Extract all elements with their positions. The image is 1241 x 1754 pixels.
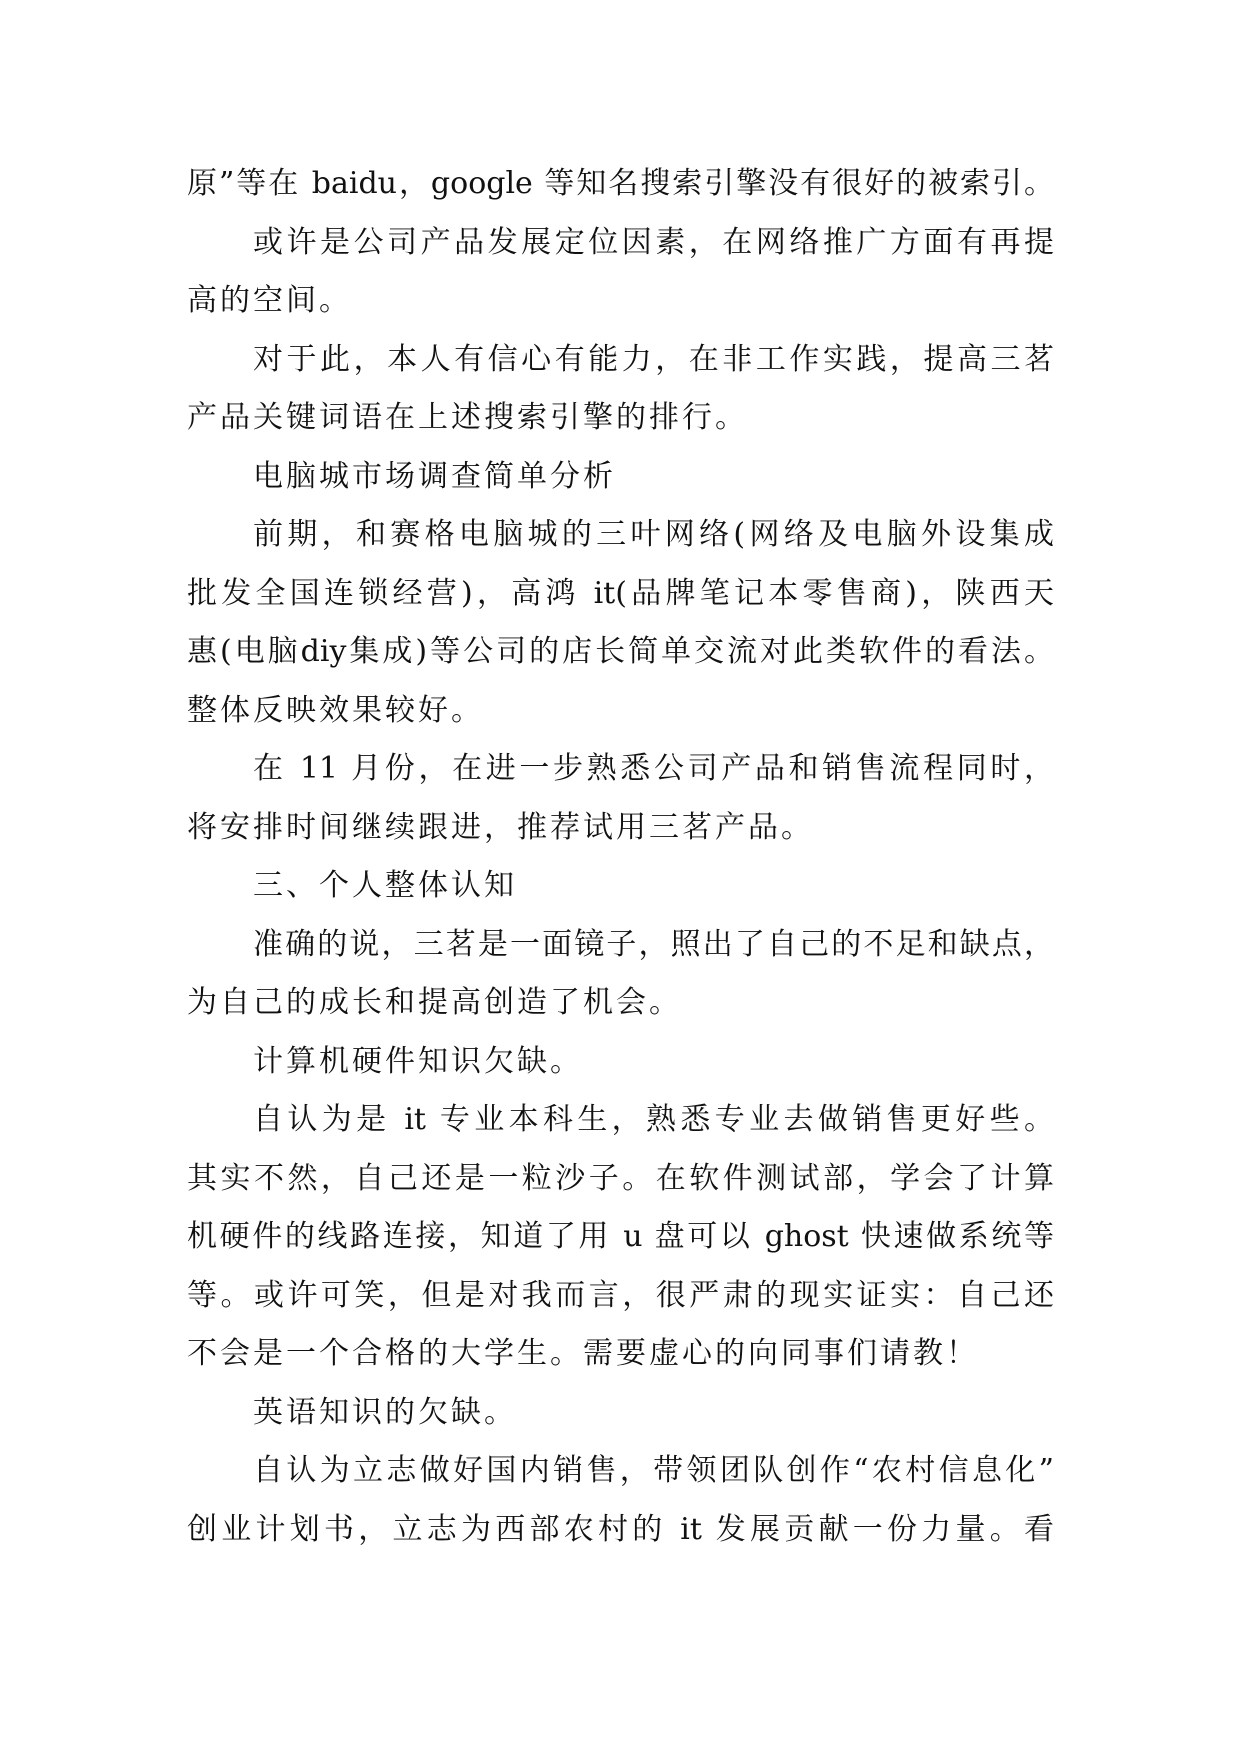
document-body	[187, 155, 1054, 1559]
paragraph	[187, 214, 1054, 331]
text-line: 等。或许可笑，但是对我而言，很严肃的现实证实：自己还	[187, 1277, 1054, 1313]
text-line: 自认为立志做好国内销售，带领团队创作“农村信息化”	[253, 1453, 1054, 1488]
text-line: 自认为是 it 专业本科生，熟悉专业去做销售更好些。	[253, 1102, 1054, 1137]
paragraph	[187, 1091, 1054, 1384]
text-line: 准确的说，三茗是一面镜子，照出了自己的不足和缺点，	[253, 926, 1054, 962]
subheading	[187, 1033, 1054, 1092]
paragraph	[187, 506, 1054, 740]
text-line: 不会是一个合格的大学生。需要虚心的向同事们请教！	[187, 1336, 979, 1371]
paragraph	[187, 916, 1054, 1033]
text-line: 前期，和赛格电脑城的三叶网络(网络及电脑外设集成	[253, 517, 1054, 552]
text-line: 为自己的成长和提高创造了机会。	[187, 985, 682, 1020]
text-line: 整体反映效果较好。	[187, 692, 484, 728]
paragraph	[187, 740, 1054, 857]
text-line: 对于此，本人有信心有能力，在非工作实践，提高三茗	[253, 341, 1054, 377]
text-line: 其实不然，自己还是一粒沙子。在软件测试部，学会了计算	[187, 1160, 1054, 1196]
text-line: 将安排时间继续跟进，推荐试用三茗产品。	[187, 809, 814, 845]
text-line: 或许是公司产品发展定位因素，在网络推广方面有再提	[253, 224, 1054, 260]
subheading	[187, 1384, 1054, 1443]
section-heading	[187, 448, 1054, 507]
text-line: 电脑城市场调查简单分析	[253, 458, 616, 494]
text-line: 计算机硬件知识欠缺。	[253, 1043, 583, 1079]
text-line: 高的空间。	[187, 283, 352, 318]
section-heading	[187, 857, 1054, 916]
text-line: 产品关键词语在上述搜索引擎的排行。	[187, 400, 748, 435]
paragraph	[187, 155, 1054, 214]
paragraph	[187, 1442, 1054, 1559]
text-line: 批发全国连锁经营)，高鸿 it(品牌笔记本零售商)，陕西天	[187, 575, 1054, 611]
text-line: 原”等在 baidu，google 等知名搜索引擎没有很好的被索引。	[187, 166, 1054, 201]
paragraph	[187, 331, 1054, 448]
text-line: 英语知识的欠缺。	[253, 1394, 517, 1430]
text-line: 创业计划书，立志为西部农村的 it 发展贡献一份力量。看	[187, 1511, 1054, 1547]
text-line: 在 11 月份，在进一步熟悉公司产品和销售流程同时，	[253, 751, 1054, 786]
text-line: 惠(电脑diy集成)等公司的店长简单交流对此类软件的看法。	[187, 634, 1054, 669]
text-line: 三、个人整体认知	[253, 868, 517, 903]
text-line: 机硬件的线路连接，知道了用 u 盘可以 ghost 快速做系统等	[187, 1219, 1054, 1254]
